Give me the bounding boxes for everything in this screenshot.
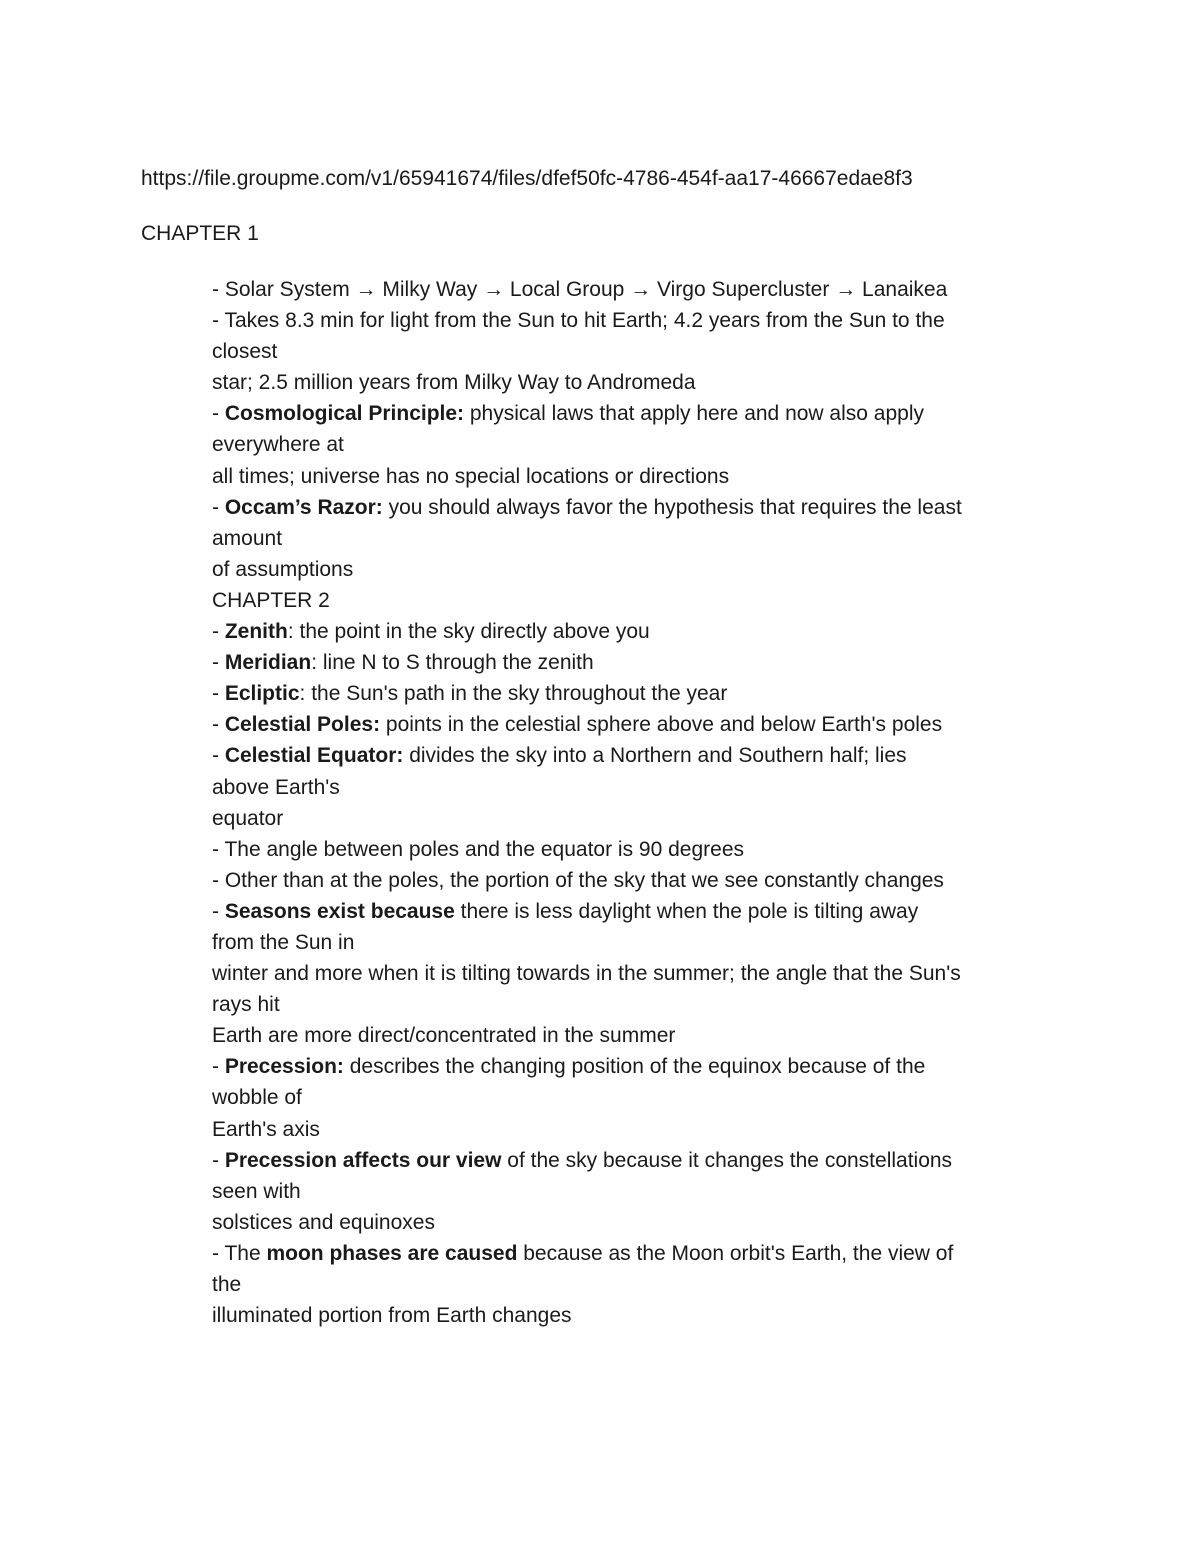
note-line xyxy=(212,492,1082,523)
note-text: : the Sun's path in the sky throughout the year xyxy=(299,682,728,706)
note-text: above Earth's xyxy=(212,775,340,799)
note-text: CHAPTER 2 xyxy=(212,588,330,612)
note-text: : the point in the sky directly above you xyxy=(287,620,650,644)
bold-term: Zenith xyxy=(224,620,288,644)
note-text: all times; universe has no special locations or directions xyxy=(212,464,730,488)
note-text: - Other than at the poles, the portion of the sky that we see constantly changes xyxy=(212,868,944,892)
bold-term: Cosmological Principle: xyxy=(224,402,465,426)
note-line xyxy=(212,523,1082,554)
bold-term: Seasons exist because xyxy=(224,899,455,923)
bold-term: Precession: xyxy=(224,1055,344,1079)
note-line xyxy=(212,1207,1082,1238)
note-text: seen with xyxy=(212,1179,301,1203)
note-line xyxy=(212,678,1082,709)
note-text: - The xyxy=(212,1241,267,1265)
note-text: of the sky because it changes the constellations xyxy=(501,1148,953,1172)
note-line xyxy=(212,429,1082,460)
note-line xyxy=(212,1082,1082,1113)
note-text: everywhere at xyxy=(212,433,344,457)
note-line xyxy=(212,834,1082,865)
note-line xyxy=(212,336,1082,367)
note-text: closest xyxy=(212,340,278,364)
note-line xyxy=(212,1238,1082,1269)
note-line xyxy=(212,1145,1082,1176)
note-text: - xyxy=(212,899,225,923)
note-text: there is less daylight when the pole is tilting away xyxy=(454,899,919,923)
bold-term: Precession affects our view xyxy=(224,1148,502,1172)
note-text: - xyxy=(212,620,225,644)
note-text: of assumptions xyxy=(212,557,354,581)
note-line xyxy=(212,1051,1082,1082)
chapter-1-heading: CHAPTER 1 xyxy=(141,222,259,245)
note-text: you should always favor the hypothesis that requires the least xyxy=(382,495,962,519)
note-text: - xyxy=(212,1055,225,1079)
note-line xyxy=(212,896,1082,927)
note-text: amount xyxy=(212,526,283,550)
note-text: points in the celestial sphere above and below Earth's poles xyxy=(380,713,943,737)
note-text: because as the Moon orbit's Earth, the view of xyxy=(517,1241,954,1265)
note-line xyxy=(212,1269,1082,1300)
note-text: - The angle between poles and the equator is 90 degrees xyxy=(212,837,744,861)
note-line xyxy=(212,398,1082,429)
note-text: from the Sun in xyxy=(212,930,355,954)
note-line xyxy=(212,927,1082,958)
note-text: wobble of xyxy=(212,1086,302,1110)
note-text: - xyxy=(212,744,225,768)
note-line xyxy=(212,274,1082,305)
bold-term: Celestial Poles: xyxy=(224,713,381,737)
note-line xyxy=(212,740,1082,771)
notes-body xyxy=(212,274,1082,1331)
note-text: - xyxy=(212,1148,225,1172)
note-text: illuminated portion from Earth changes xyxy=(212,1304,572,1328)
note-line xyxy=(212,461,1082,492)
note-text: - Takes 8.3 min for light from the Sun to hit Earth; 4.2 years from the Sun to the xyxy=(212,309,945,333)
bold-term: Celestial Equator: xyxy=(224,744,404,768)
note-text: solstices and equinoxes xyxy=(212,1210,435,1234)
note-text: describes the changing position of the equinox because of the xyxy=(343,1055,926,1079)
note-line xyxy=(212,1114,1082,1145)
note-text: Earth are more direct/concentrated in the summer xyxy=(212,1024,676,1048)
note-line xyxy=(212,1020,1082,1051)
bold-term: Occam’s Razor: xyxy=(224,495,383,519)
note-line xyxy=(212,647,1082,678)
note-text: - xyxy=(212,682,225,706)
bold-term: moon phases are caused xyxy=(266,1241,518,1265)
note-text: equator xyxy=(212,806,284,830)
note-text: : line N to S through the zenith xyxy=(311,651,594,675)
note-text: - Solar System → Milky Way → Local Group → Virgo Supercluster → Lanaikea xyxy=(212,278,948,301)
note-line xyxy=(212,554,1082,585)
note-line xyxy=(212,865,1082,896)
source-url-text: https://file.groupme.com/v1/65941674/files/dfef50fc-4786-454f-aa17-46667edae8f3 xyxy=(141,167,913,190)
note-line xyxy=(212,772,1082,803)
note-text: Earth's axis xyxy=(212,1117,320,1141)
note-text: - xyxy=(212,651,225,675)
note-text: - xyxy=(212,713,225,737)
note-line xyxy=(212,585,1082,616)
note-text: star; 2.5 million years from Milky Way to Andromeda xyxy=(212,371,696,395)
note-text: divides the sky into a Northern and Southern half; lies xyxy=(403,744,907,768)
note-line xyxy=(212,709,1082,740)
note-text: - xyxy=(212,495,225,519)
note-line xyxy=(212,989,1082,1020)
note-text: physical laws that apply here and now also apply xyxy=(464,402,924,426)
note-line xyxy=(212,305,1082,336)
bold-term: Meridian xyxy=(224,651,312,675)
note-line xyxy=(212,958,1082,989)
note-line xyxy=(212,367,1082,398)
note-line xyxy=(212,803,1082,834)
note-text: winter and more when it is tilting towards in the summer; the angle that the Sun's xyxy=(212,962,961,986)
note-line xyxy=(212,616,1082,647)
note-text: - xyxy=(212,402,225,426)
note-line xyxy=(212,1300,1082,1331)
bold-term: Ecliptic xyxy=(224,682,300,706)
note-text: the xyxy=(212,1273,242,1296)
note-text: rays hit xyxy=(212,993,280,1017)
note-line xyxy=(212,1176,1082,1207)
